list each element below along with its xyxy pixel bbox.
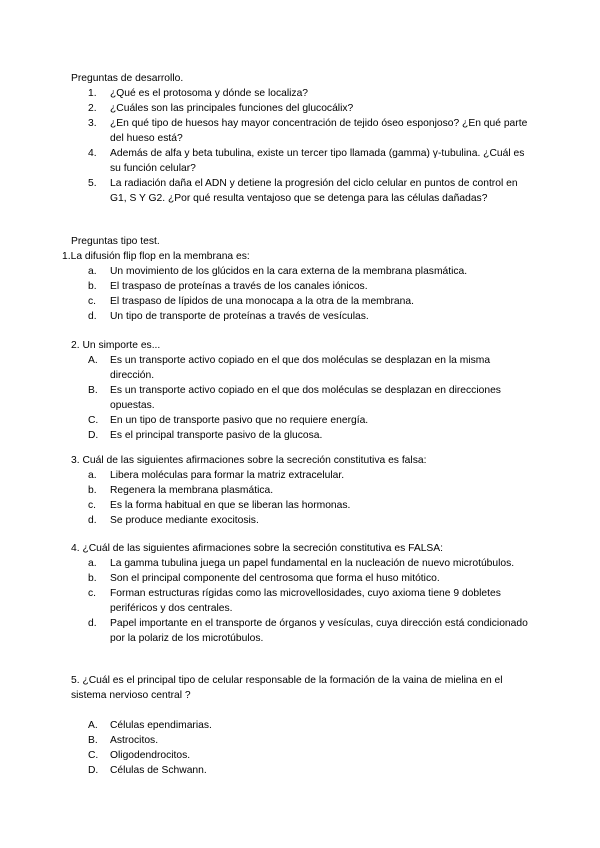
option-item — [71, 264, 536, 279]
question-prompt: 1.La difusión flip flop en la membrana es: — [62, 251, 250, 262]
option-list — [62, 264, 536, 324]
option-text: La gamma tubulina juega un papel fundamental en la nucleación de nuevo microtúbulos. — [110, 558, 515, 569]
option-item — [71, 498, 536, 513]
option-text: Astrocitos. — [110, 735, 159, 746]
item-marker: 5. — [88, 178, 97, 189]
option-marker: c. — [88, 296, 97, 307]
question-5 — [71, 673, 536, 778]
option-marker: d. — [88, 515, 97, 526]
option-marker: d. — [88, 618, 97, 629]
development-section — [71, 71, 536, 206]
option-marker: D. — [88, 765, 99, 776]
option-text: Libera moléculas para formar la matriz extracelular. — [110, 470, 345, 481]
development-item — [71, 176, 536, 206]
item-marker: 4. — [88, 148, 97, 159]
test-heading: Preguntas tipo test. — [71, 236, 160, 247]
option-text: Se produce mediante exocitosis. — [110, 515, 259, 526]
option-marker: c. — [88, 588, 97, 599]
option-item — [71, 586, 536, 616]
item-text: ¿Cuáles son las principales funciones del glucocálix? — [110, 103, 354, 114]
option-marker: A. — [88, 720, 98, 731]
question-prompt: 5. ¿Cuál es el principal tipo de celular responsable de la formación de la vaina de mielina en el sistema nervioso central ? — [71, 675, 503, 701]
item-text: La radiación daña el ADN y detiene la progresión del ciclo celular en puntos de control en G1, S Y G2. ¿Por qué resulta ventajoso que se detenga para las células dañadas? — [110, 178, 518, 204]
option-list — [71, 353, 536, 443]
item-marker: 1. — [88, 88, 97, 99]
option-marker: b. — [88, 485, 97, 496]
development-heading: Preguntas de desarrollo. — [71, 73, 184, 84]
option-text: Células de Schwann. — [110, 765, 207, 776]
option-item — [71, 748, 536, 763]
question-prompt: 4. ¿Cuál de las siguientes afirmaciones sobre la secreción constitutiva es FALSA: — [71, 543, 444, 554]
option-marker: d. — [88, 311, 97, 322]
question-2 — [71, 338, 536, 443]
option-marker: B. — [88, 735, 98, 746]
option-text: Un movimiento de los glúcidos en la cara externa de la membrana plasmática. — [110, 266, 468, 277]
option-marker: C. — [88, 415, 99, 426]
option-text: El traspaso de proteínas a través de los canales iónicos. — [110, 281, 368, 292]
item-text: Además de alfa y beta tubulina, existe un tercer tipo llamada (gamma) γ-tubulina. ¿Cuál es su función celular? — [110, 148, 525, 174]
option-item — [71, 428, 536, 443]
option-marker: c. — [88, 500, 97, 511]
option-marker: a. — [88, 266, 97, 277]
option-item — [71, 279, 536, 294]
question-prompt: 2. Un simporte es... — [71, 340, 161, 351]
development-item — [71, 146, 536, 176]
item-marker: 2. — [88, 103, 97, 114]
option-text: Es un transporte activo copiado en el que dos moléculas se desplazan en la misma dirección. — [110, 355, 491, 381]
option-marker: B. — [88, 385, 98, 396]
option-item — [71, 309, 536, 324]
question-3 — [71, 453, 536, 528]
option-text: Un tipo de transporte de proteínas a través de vesículas. — [110, 311, 369, 322]
question-prompt: 3. Cuál de las siguientes afirmaciones sobre la secreción constitutiva es falsa: — [71, 455, 427, 466]
option-item — [71, 513, 536, 528]
item-text: ¿En qué tipo de huesos hay mayor concentración de tejido óseo esponjoso? ¿En qué parte del hueso está? — [110, 118, 528, 144]
option-item — [71, 383, 536, 413]
question-1 — [62, 249, 536, 324]
option-text: Células ependimarias. — [110, 720, 212, 731]
option-marker: b. — [88, 573, 97, 584]
option-text: El traspaso de lípidos de una monocapa a la otra de la membrana. — [110, 296, 414, 307]
option-item — [71, 294, 536, 309]
option-text: Es la forma habitual en que se liberan las hormonas. — [110, 500, 351, 511]
option-item — [71, 556, 536, 571]
option-text: Papel importante en el transporte de órganos y vesículas, cuya dirección está condicionado por la polariz de los microtúbulos. — [110, 618, 528, 644]
option-item — [71, 616, 536, 646]
option-text: Oligodendrocitos. — [110, 750, 191, 761]
option-list — [71, 718, 536, 778]
development-item — [71, 86, 536, 101]
option-text: En un tipo de transporte pasivo que no requiere energía. — [110, 415, 369, 426]
option-text: Forman estructuras rígidas como las microvellosidades, cuyo axioma tiene 9 dobletes periféricos y dos centrales. — [110, 588, 501, 614]
item-text: ¿Qué es el protosoma y dónde se localiza? — [110, 88, 309, 99]
option-item — [71, 483, 536, 498]
option-list — [71, 468, 536, 528]
option-item — [71, 571, 536, 586]
option-marker: D. — [88, 430, 99, 441]
option-list — [71, 556, 536, 646]
option-marker: A. — [88, 355, 98, 366]
option-item — [71, 353, 536, 383]
item-marker: 3. — [88, 118, 97, 129]
option-marker: a. — [88, 470, 97, 481]
option-marker: a. — [88, 558, 97, 569]
option-marker: C. — [88, 750, 99, 761]
option-item — [71, 413, 536, 428]
option-marker: b. — [88, 281, 97, 292]
option-item — [71, 718, 536, 733]
option-item — [71, 763, 536, 778]
question-4 — [71, 541, 536, 646]
test-section — [71, 234, 536, 249]
option-item — [71, 468, 536, 483]
development-list — [71, 86, 536, 206]
option-text: Regenera la membrana plasmática. — [110, 485, 274, 496]
development-item — [71, 101, 536, 116]
development-item — [71, 116, 536, 146]
option-text: Es el principal transporte pasivo de la glucosa. — [110, 430, 323, 441]
option-text: Son el principal componente del centrosoma que forma el huso mitótico. — [110, 573, 440, 584]
option-text: Es un transporte activo copiado en el que dos moléculas se desplazan en direcciones opuestas. — [110, 385, 501, 411]
option-item — [71, 733, 536, 748]
